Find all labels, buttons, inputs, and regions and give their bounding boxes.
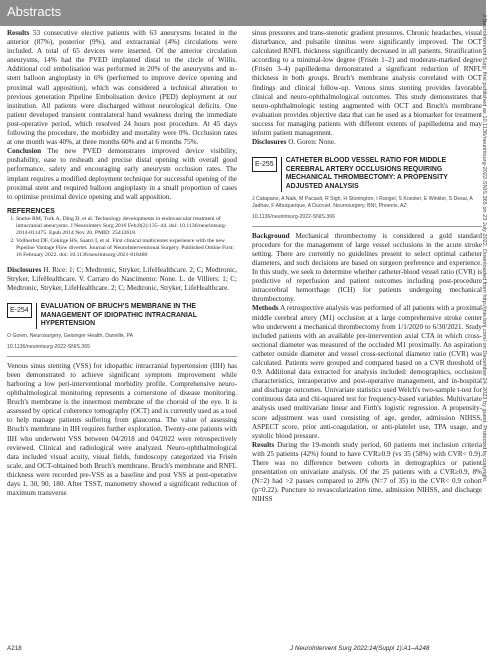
methods-paragraph (252, 304, 482, 440)
disclosures-text: O. Goren: None. (288, 138, 336, 147)
disclosures-paragraph (7, 266, 237, 293)
disclosures-label: Disclosures (252, 138, 287, 147)
disclosures-label: Disclosures (7, 265, 42, 274)
page-number: A218 (7, 645, 22, 652)
abstract-id-e254: E-254 (7, 303, 32, 318)
results-text: During the 19-month study period, 60 patients met inclusion criteria with 25 patients (42%) found to have CVR≥0.9 (vs 35 (58%) with CVR< 0.9). There was no difference between cohorts in demographics or patient presentation on univariate analysis. Of the 25 patients with a CVR≥0.9, 8% (N=2) had >2 passes compared to 20% (N=7 of 35) in the CVR< 0.9 cohort (p=0.22). Puncture to revascularization time, admission NIHSS, and discharge NIHSS (252, 440, 482, 504)
references-heading: REFERENCES (7, 207, 55, 215)
results-paragraph (7, 29, 237, 147)
reference-item: 1. Starke RM, Turk A, Ding D, et al. Technology developments in endovascular treatment of intracranial aneurysms. J Neurointerv Surg 2016 Feb;8(2):135–44. doi: 10.1136/neurintsurg-2014-011475. Epub 2014 Nov 20. PMID: 25412618. (16, 216, 237, 238)
section-title: Abstracts (7, 4, 62, 19)
background-label: Background (252, 231, 290, 240)
conclusion-text: The new PVED demonstrates improved device visibility, pushability, ease to resheath and precise distal opening with overall good performance, safety and encouraging early aneurysm occlusion rates. The implant requires a modified deployment technique for successful opening of the proximal stent and required balloon angioplasty in a small proportion of cases to optimise proximal device opening and wall apposition. (7, 147, 238, 201)
left-column (7, 29, 237, 498)
abstract-title-e255: CATHETER BLOOD VESSEL RATIO FOR MIDDLE CEREBRAL ARTERY OCCLUSIONS REQUIRING MECHANICAL THROMBECTOMY: A PROPENSITY ADJUSTED ANALYSIS (281, 157, 482, 191)
background-text: Mechanical thrombectomy is considered a gold standard procedure for the management of large vessel occlusions in the acute stroke setting. There are currently no guidelines present to select optimal catheter diameters, and such decisions are based on surgeon preference and experience. In this study, we seek to determine whether catheter-blood vessel ratio (CVR) is predictive of reperfusion and patient outcomes including post-procedure intracerebral hemorrhage (ICH) for patients undergoing mechanical thrombectomy. (252, 231, 482, 304)
abstract-body-e254-continued: sinus pressures and trans-stenotic gradient pressures. Chronic headaches, visual disturbance, and pulsatile tinnitus were significantly improved. The OCT calculated RNFL thickness significantly decreased in all patients. Stratification according to a minimal-low degree (Frisén 1–2) and moderate-marked degree (Frisén 3–4) papilledema demonstrated a significant reduction of RNFL thickness in both groups. Bruch's membrane analysis correlated with OCT findings and clinical follow-up. Venous sinus stenting provides favorable clinical and neuro-ophthalmological outcomes. This study demonstrates that neuro-ophthalmologic testing augmented with OCT and Bruch's membrane evaluation provides objective data that can be used as a biomarker for treatment success for managing patients with different extents of papilledema and may inform patient management. (252, 29, 482, 138)
e254-disclosures-paragraph (252, 138, 482, 147)
references-list (7, 216, 237, 260)
abstract-e255-header (252, 157, 482, 191)
abstract-doi-e254: 10.1136/neurintsurg-2022-SNIS.365 (7, 343, 90, 350)
right-column (252, 29, 482, 505)
section-header-bar (0, 0, 486, 26)
journal-citation: J NeuroIntervent Surg 2022;14(Suppl 1):A1–A248 (290, 645, 430, 652)
results-label: Results (252, 440, 275, 449)
results-label: Results (7, 29, 30, 37)
conclusion-paragraph (7, 147, 237, 202)
abstract-doi-e255: 10.1136/neurintsurg-2022-SNIS.366 (252, 213, 335, 220)
abstract-id-e255: E-255 (252, 157, 277, 172)
divider (7, 356, 237, 357)
results-text: 53 consecutive elective patients with 63 aneurysms located in the anterior (87%), posterior (9%), and extracranial (4%) circulations were included. A total of 65 devices were inserted. Of the anterior circulation aneurysms, 14% had the PVED implanted distal to the circle of Willis. Additional coil embolisation was performed in 20% of the aneurysms and in-stent balloon angioplasty in 6% (performed to improve device opening and proximal wall apposition), which was considered a technical alteration to previous generation Pipeline Embolisation device (PED) deployment at our institution. All patients were discharged without neurological deficits. One patient developed transient contralateral hand weakness during the immediate post-operative period, which resolved 24 hours post procedure. At 45 days following the procedure, the morbidity and mortality were 0%. Occlusion rates at one month was 40%, at three months 60% and at 6 months 75%. (7, 29, 237, 147)
conclusion-label: Conclusion (7, 147, 42, 156)
reference-item: 2. Vollherbst DF, Cekirge HS, Saatci I, et al. First clinical multicenter experience with the new Pipeline Vantage Flow diverter. Journal of NeuroInterventional Surgery. Published Online First: 16 February 2022. doi: 10.1136/neurintsurg-2021-018480 (16, 238, 237, 260)
abstract-body-e254: Venous sinus stenting (VSS) for idiopathic intracranial hypertension (IIH) has been demonstrated to achieve significant symptom improvement while harboring a low peri-interventional morbidity profile. Comprehensive neuro-ophthalmological monitoring represents a cornerstone of disease monitoring. Bruch's membrane is the innermost membrane of the choroid of the eye. It is assessed by optical coherence tomography (OCT) and is currently used as a tool to help manage patients suffering from glaucoma. The value of assessing Bruch's membrane in IIH requires further exploration. Twenty-one patients with IIH who underwent VSS between 04/2018 and 04/2022 were retrospectively reviewed. Clinical and radiological were analyzed. Neuro-ophthalmological data included visual acuity, visual fields, fundoscopy categorized via Frisén scale, and OCT-obtained both Bruch's membrane. Bruch's membrane and RNFL thickness were recorded pre-VSS as a baseline and post VSS at post-operative days 1, 30, 90, 180. After TSST, manometry showed a significant reduction of maximum transverse (7, 361, 237, 498)
methods-label: Methods (252, 304, 279, 313)
copyright-sidebar-text: J NeuroIntervent Surg: first published as 10.1136/neurintsurg-2022-SNIS.365 on 23 July 2022. Downloaded from http://jnis.bmj.com/ on December 24, 2023 by guest. Protected by copyright. (481, 14, 487, 483)
methods-text: A retrospective analysis was performed of all patients with a proximal middle cerebral artery (M1) occlusion at a large comprehensive stroke center who underwent a mechanical thrombectomy from 1/1/2020 to 6/30/2021. Study included patients with an available pre-intervention axial CTA in which cross-sectional diameter was measured of the occluded M1 proximally. An aspiration catheter outside diameter and vessel cross-sectional diameter ratio (CVR) was calculated. Patients were grouped and compared based on a CVR threshold of 0.9. Additional data extracted for analysis included: demographics, occlusion characteristics, intraoperative and post-operative management, and in-hospital and discharge outcomes. Univariate statistics used Welch's two-sample t-test for continuous data and chi-squared test for frequency-based variables. Multivariate analysis used multivariate linear and Firth's logistic regression. A propensity-score adjustment was used consisting of age, gender, admission NIHSS, ASPECT score, prior anti-coagulation, or anti-platelet use, TPA usage, and systolic blood pressure. (252, 304, 482, 440)
background-paragraph (252, 232, 482, 305)
abstract-authors-e254: O Goren. Neurosurgery, Geisinger Health, Danville, PA (7, 332, 134, 339)
copyright-sidebar (478, 14, 490, 654)
divider (252, 226, 482, 227)
abstract-title-e254: EVALUATION OF BRUCH'S MEMBRANE IN THE MANAGEMENT OF IDIOPATHIC INTRACRANIAL HYPERTENSION (36, 303, 237, 329)
abstract-authors-e255: J Catapano, A Naik, M Pacault, R Sigh, H Stonington, I Rangel, S Koester, E Winkler, S Desai, A Jadhav, F Albuquerque, A Ducruet. Neurosurgery, BNI, Phoenix, AZ (252, 195, 473, 209)
disclosures-text: H. Rice: 1; C; Medtronic, Stryker, LifeHealthcare. 2; C; Medtronic, Stryker, LifeHealthcare. V. Carraro do Nascimento: None. L. de Villiers: 1; C; Medtronic, Stryker, LifeHealthcare. 2; C; Medtronic, Stryker, LifeHealthcare. (7, 265, 237, 292)
e255-results-paragraph (252, 441, 482, 505)
abstract-e254-header (7, 303, 237, 329)
